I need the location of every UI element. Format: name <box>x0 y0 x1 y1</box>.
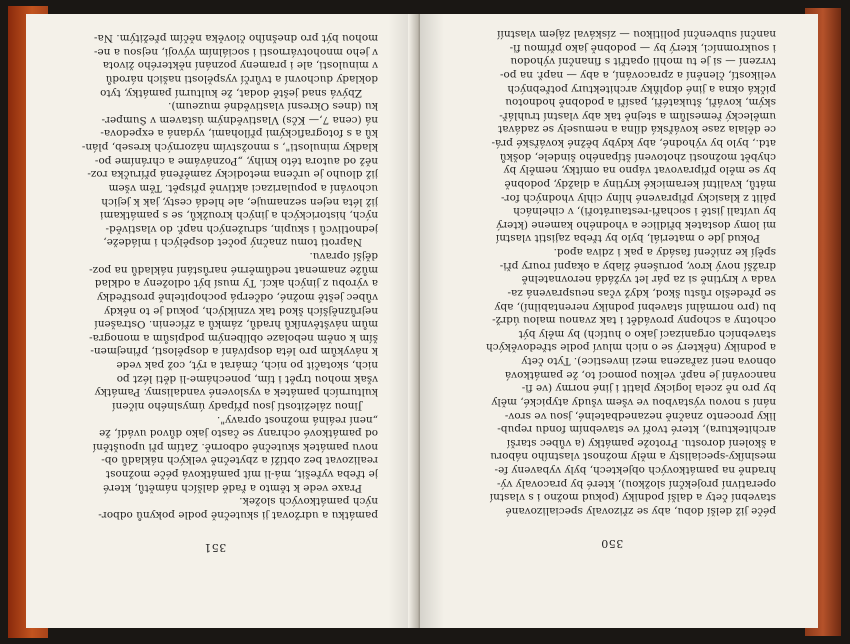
text-line: a podniky (některý se o nich mluví podle středověkých <box>486 341 776 354</box>
text-line: je třeba vyřešit, má-li mít památková péče možnost <box>105 468 378 481</box>
text-line: i soukromníci, který by — podobně jako přímou fi- <box>509 41 776 54</box>
text-line: památku a udržovat ji skutečně podle pokynů odbor- <box>98 509 378 521</box>
text-line: ku (dnes Okresní vlastivědné muzeum). <box>167 100 378 113</box>
text-line: ším k oněm nebolaze oblíbeným podpisům a monogra- <box>89 331 378 344</box>
text-line: by uvítali jistě i sochaři-restaurátoři), v cihelnách <box>513 205 776 218</box>
text-line: spějí ke zničení fasády a pak i zdiva apod. <box>553 246 776 259</box>
text-line: realizovat bez obtíží a zbytečně velkých nákladů ob- <box>101 454 378 467</box>
text-line: něž od autora této knihy, „Poznáváme a chráníme po- <box>94 154 378 167</box>
text-line: architektura), které tvoří ve stavebním fondu repub- <box>497 423 776 436</box>
text-line: dější opravu. <box>309 250 378 263</box>
left-page-text <box>52 31 378 522</box>
text-line: Naproti tomu značný počet dospělých i mládeže, <box>103 236 362 249</box>
text-line: operativní projekční složkou), které by pracovaly vý- <box>496 477 776 490</box>
text-line: mi lomy dostatek břidlice a vhodného kamene (který <box>496 218 776 231</box>
text-line: meslníky-specialisty a měly možnost vlastního náboru <box>490 450 776 463</box>
text-line: doklady duchovní a tvůrčí vyspělosti našich národů <box>105 73 378 85</box>
text-line: vada v krytině si za pár let vyžádá nerovnatelně <box>521 273 776 286</box>
text-line: mátů, kvalitní keramické krytiny a dlaždy, podobně <box>504 178 776 190</box>
text-line: ných památkových složek. <box>239 495 378 508</box>
text-line: Praxe vede k těmto a řadě dalších námětů, které <box>103 481 362 494</box>
text-line: uchování a popularizaci aktivně přispět. Těm všem <box>108 182 378 194</box>
text-line: nejrůznějších škod tak vzniklých, pokud je to někdy <box>104 304 378 317</box>
text-line: novu památek skutečně odborně. Zatím při upouštění <box>92 440 378 453</box>
text-line: k návykům pro léta dospívání a dospělosti, přinejmen- <box>90 345 378 358</box>
text-line: tvrzení — si je tu mohli opatřit s finanční výhodou <box>510 55 776 68</box>
text-line: by se mělo připravovat vápno na omítky, neměly by <box>503 164 776 177</box>
text-line: ochotny a schopny provádět i tak zvanou malou údrž- <box>492 314 776 327</box>
text-line: bu (pro normální stavební podniky nerentabilní), aby <box>494 300 776 313</box>
text-line: hradně na památkových objektech, byly vybaveny fe- <box>494 464 776 477</box>
text-line: ce dělala zase kovářská dílna a nemusely se zadávat <box>497 123 776 136</box>
text-line: nancování je např. velkou pomocí to, že památková <box>504 368 776 381</box>
text-line: ským, kováři, štukatéři, pasíři a podobně hodnotou <box>505 96 776 109</box>
text-line: může znamenat nedůměrné narůstání nákladů na poz- <box>89 263 378 276</box>
text-line: stavební čety a další podniky (pokud možno i s vlastní <box>489 491 776 504</box>
text-line: vůbec ještě možné, odčerpá pochopitelně prostředky <box>96 291 378 303</box>
text-line: velikostí, členění a zpracování, a aby — např. na po- <box>499 69 776 81</box>
text-line: Pokud jde o materiál, bylo by třeba zajistit vlastní <box>495 232 760 245</box>
text-line: ných, historických a jiných kroužků, se s památkami <box>100 209 378 222</box>
text-line: jednotlivců i skupin, sdružených např. do vlastivěd- <box>105 222 378 235</box>
left-page <box>26 14 418 628</box>
text-line: péče již delší dobu, aby se zřizovaly specializované <box>505 505 776 517</box>
text-line: v jeho mnohotvárnosti i sociálním vývoji, nejsou a ne- <box>93 45 378 58</box>
text-line: „není reálná možnost opravy". <box>216 413 378 426</box>
text-line: Zbývá snad ještě dodat, že kulturní památky, tyto <box>100 86 362 99</box>
right-page <box>420 14 818 628</box>
text-line: chybět možnosti zhotovení štípaného šindele, došků <box>499 150 776 163</box>
text-line: umělecký řemeslům a stejně tak aby vlastní truhlář- <box>499 109 776 122</box>
right-page-content <box>420 14 818 628</box>
text-line: ná (cena 7,— Kčs) Vlastivědným ústavem v Šumper- <box>101 113 378 126</box>
text-line: však mohou trpět i tím, ponecháme-li děti lézt po <box>116 372 378 385</box>
text-line: nání s novou výstavbou ve všem všudy atypické, měly <box>491 396 776 408</box>
right-page-text <box>448 27 776 518</box>
left-page-number: 351 <box>203 541 227 554</box>
text-line: obnova není zařazena mezi investice). Tyto čety <box>521 355 776 368</box>
text-line: a školení dorostu. Protože památky (a vůbec starší <box>506 436 776 449</box>
text-line: dražší nový krov, porušené žlaby a okapní roury při- <box>499 259 776 272</box>
text-line: mům návštěvníků hradů, zámků a zřícenin. Ostrašení <box>94 318 378 331</box>
text-line: stavebních organizací jako o hutích) by měly být <box>518 327 776 340</box>
text-line: kulturních památek a vyslovené vandalismy. Památky <box>94 386 378 399</box>
text-line: pičká okna a jiné doplňky architektury potřebných <box>507 82 776 95</box>
text-line: Jinou záležitostí jsou případy úmyslného ničení <box>112 400 362 412</box>
text-line: nich, skotačit po nich, čmárat a rýt, což pak vede <box>116 359 378 372</box>
text-line: kladky minulosti", s množstvím názorných kreseb, plán- <box>81 141 378 154</box>
text-line: a výrobu z jiných akcí. Ty musí být odloženy a odklad <box>94 277 378 290</box>
text-line: již dlouho je určena metodicky zaměřená příručka roz- <box>87 168 378 181</box>
text-line: ků a s fotografickými přílohami, vydaná a expedova- <box>100 127 378 140</box>
left-page-content <box>26 14 418 628</box>
text-line: atd., bylo by výhodné, aby kdyby běžné kovářské prá- <box>491 137 776 150</box>
text-line: od památkové ochrany se často jako důvod uvádí, že <box>99 427 378 440</box>
text-line: by pro ně zcela logicky platit i jiné normy (ve fi- <box>521 382 776 395</box>
text-line: již léta nejen seznamuje, ale hledá cesty, jak k jejich <box>101 195 378 208</box>
text-line: pálit z klasicky připravené hlíny cihly vhodných for- <box>500 191 776 204</box>
text-line: mohou být pro dnešního člověka něčím přežitým. Na- <box>93 32 378 45</box>
right-page-number: 350 <box>600 537 624 550</box>
text-line: v minulosti, ale i prameny poznání některého života <box>102 59 378 72</box>
text-line: liky procento značně nezanedbatelné, jsou ve srov- <box>504 409 776 422</box>
text-line: se předešlo růstu škod, když včas neuspravená za- <box>507 287 776 299</box>
right-page-gutter-shadow <box>420 14 444 628</box>
text-line: nanční subvenční politikou — získával zájem vlastníí <box>497 28 776 41</box>
